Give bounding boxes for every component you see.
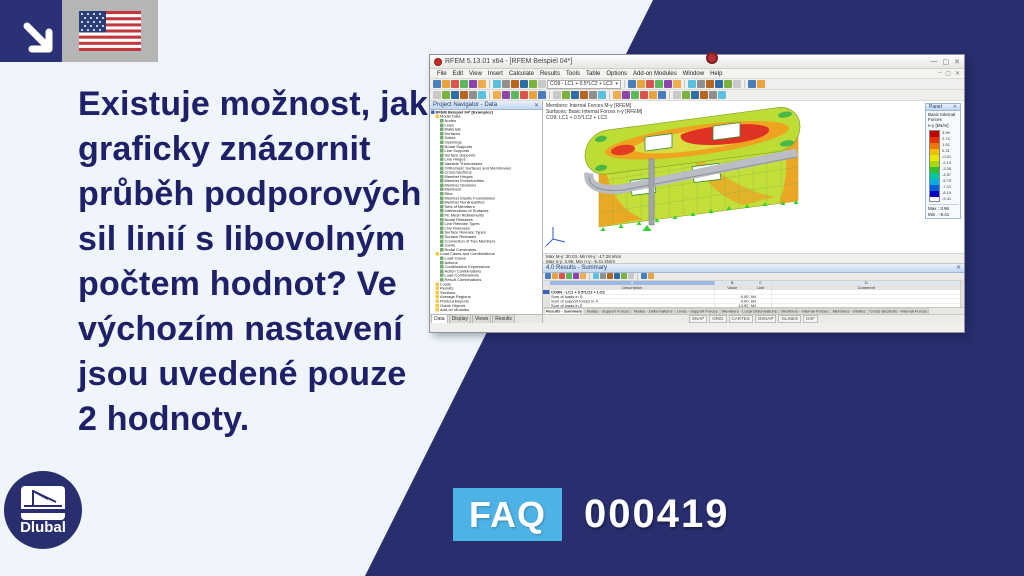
- tree-item[interactable]: Intersections of Surfaces: [430, 209, 542, 213]
- group-row-cell[interactable]: CO9N - LC1 + 0.5*LC2 + LC3: [550, 290, 715, 294]
- tree-item[interactable]: Model Data: [430, 114, 542, 118]
- table-tab[interactable]: Nodes - Deformations: [633, 309, 673, 314]
- tree-item[interactable]: Member Elastic Foundations: [430, 196, 542, 200]
- toolbar-icon[interactable]: [658, 91, 666, 99]
- toolbar-icon[interactable]: [573, 273, 579, 279]
- tree-node-icon: [440, 192, 444, 196]
- toolbar-icon[interactable]: [628, 80, 636, 88]
- menu-item[interactable]: Add-on Modules: [633, 70, 677, 77]
- table-tab[interactable]: Members - Strains: [832, 309, 866, 314]
- table-tab[interactable]: Results - Summary: [546, 309, 583, 314]
- toolbar-icon[interactable]: [552, 273, 558, 279]
- tree-item[interactable]: Result Combinations: [430, 278, 542, 282]
- menu-item[interactable]: Help: [710, 70, 723, 77]
- table-row-cell[interactable]: kN: [750, 299, 772, 303]
- toolbar-icon[interactable]: [589, 91, 597, 99]
- toolbar-icon[interactable]: [648, 273, 654, 279]
- tree-node-icon: [440, 153, 444, 157]
- tree-item[interactable]: Add-on Modules: [430, 308, 542, 312]
- toolbar-icon[interactable]: [580, 273, 586, 279]
- column-letter[interactable]: [543, 281, 550, 285]
- mdi-close-button[interactable]: ✕: [954, 71, 960, 77]
- toolbar-icon[interactable]: [571, 91, 579, 99]
- q-line: jsou uvedené pouze: [78, 355, 407, 393]
- toolbar-icon[interactable]: [493, 91, 501, 99]
- tree-item[interactable]: Actions: [430, 260, 542, 264]
- tree-node-icon: [440, 235, 444, 239]
- tree-node-icon: [440, 205, 444, 209]
- tree-node-icon: [440, 162, 444, 166]
- folder-icon: [436, 282, 440, 286]
- toolbar-icon[interactable]: [640, 91, 648, 99]
- statusbar-toggle-dxf[interactable]: DXF: [803, 315, 818, 323]
- toolbar-icon[interactable]: [545, 273, 551, 279]
- rfem-app-icon: [434, 58, 442, 66]
- toolbar-icon[interactable]: [757, 80, 765, 88]
- toolbar-icon[interactable]: [664, 80, 672, 88]
- legend-value: 0.31: [942, 148, 950, 153]
- column-header[interactable]: Comment: [772, 285, 961, 289]
- group-row-cell[interactable]: [543, 290, 550, 294]
- column-letter[interactable]: C: [750, 281, 772, 285]
- menu-item[interactable]: Window: [682, 70, 705, 77]
- table-row-cell[interactable]: [772, 299, 961, 303]
- legend-band: [930, 191, 939, 197]
- table-row-cell[interactable]: Sum of support forces in X: [550, 299, 715, 303]
- tree-node-icon: [440, 239, 444, 243]
- load-case-combo[interactable]: CO9 - LC1 + 0.5*LC2 + LC3 ▾: [547, 80, 621, 89]
- rfem-titlebar[interactable]: [430, 55, 964, 69]
- minimize-button[interactable]: —: [930, 57, 938, 65]
- model-3d-view: [543, 101, 961, 254]
- toolbar-icon[interactable]: [691, 91, 699, 99]
- column-header[interactable]: [543, 285, 550, 289]
- navigator-close-icon[interactable]: ✕: [533, 102, 539, 109]
- rfem-menubar: [430, 69, 964, 79]
- toolbar-icon[interactable]: [655, 80, 663, 88]
- legend-subtitle: n-y [kN/m]: [928, 123, 949, 128]
- q-line: sil linií s libovolným: [78, 220, 406, 258]
- tree-node-icon: [440, 128, 444, 132]
- vh-line: Members: Internal Forces M-y [RFEM]: [546, 103, 632, 109]
- toolbar-icon[interactable]: [460, 91, 468, 99]
- toolbar-icon[interactable]: [433, 91, 441, 99]
- legend-value: 3.96: [942, 130, 950, 135]
- menu-item[interactable]: File: [437, 70, 447, 77]
- legend-value: -9.41: [942, 196, 952, 201]
- tree-item[interactable]: Solids: [430, 136, 542, 140]
- toolbar-icon[interactable]: [724, 80, 732, 88]
- rfem-screenshot-window: [430, 55, 964, 332]
- tree-node-icon: [440, 140, 444, 144]
- table-panel-title: 4.0 Results - Summary: [546, 264, 608, 271]
- toolbar-icon[interactable]: [538, 91, 546, 99]
- tree-node-icon: [440, 244, 444, 248]
- toolbar-icon[interactable]: [688, 80, 696, 88]
- view-header: [546, 103, 642, 121]
- rfem-statusbar: [543, 314, 964, 323]
- column-letter[interactable]: A: [550, 281, 715, 285]
- tree-node-icon: [440, 256, 444, 260]
- table-row-cell[interactable]: kN: [750, 294, 772, 298]
- tree-item[interactable]: Action Combinations: [430, 269, 542, 273]
- menu-item[interactable]: Edit: [452, 70, 464, 77]
- q-line: Existuje možnost, jak: [78, 85, 428, 123]
- q-line: počtem hodnot? Ve: [78, 265, 397, 303]
- toolbar-icon[interactable]: [566, 273, 572, 279]
- tree-item[interactable]: FE Mesh Refinements: [430, 213, 542, 217]
- results-grid[interactable]: [543, 281, 961, 308]
- table-scrollbar[interactable]: [960, 281, 964, 308]
- column-header[interactable]: Description: [550, 285, 715, 289]
- tree-item[interactable]: Results: [430, 286, 542, 290]
- tree-item[interactable]: Load Combinations: [430, 273, 542, 277]
- rfem-window-title: RFEM 5.13.01 x64 - [RFEM Beispiel 04*]: [445, 58, 573, 65]
- tree-node-icon: [440, 175, 444, 179]
- tree-item[interactable]: RFEM Beispiel 04* [Examples]: [430, 110, 542, 114]
- table-tabs: [543, 308, 964, 314]
- navigator-tab-display[interactable]: Display: [449, 314, 471, 323]
- folder-icon: [436, 295, 440, 299]
- toolbar-icon[interactable]: [700, 91, 708, 99]
- toolbar-icon[interactable]: [600, 273, 606, 279]
- toolbar-icon[interactable]: [433, 80, 441, 88]
- legend-value: -3.35: [942, 166, 952, 171]
- tree-node-icon: [440, 171, 444, 175]
- toolbar-icon[interactable]: [460, 80, 468, 88]
- legend-value: -0.91: [942, 154, 952, 159]
- folder-icon: [436, 115, 440, 119]
- legend-color-scale: [929, 130, 940, 202]
- toolbar-icon[interactable]: [628, 273, 634, 279]
- table-tab[interactable]: Lines - Support Forces: [677, 309, 718, 314]
- toolbar-icon[interactable]: [469, 91, 477, 99]
- tree-node-icon: [440, 222, 444, 226]
- table-close-icon[interactable]: ✕: [955, 265, 961, 271]
- toolbar-icon[interactable]: [622, 91, 630, 99]
- tree-node-icon: [440, 218, 444, 222]
- tree-node-icon: [440, 261, 444, 265]
- navigator-title: Project Navigator - Data: [433, 102, 498, 108]
- statusbar-toggle-glines[interactable]: GLINES: [778, 315, 801, 323]
- table-row-cell[interactable]: [772, 294, 961, 298]
- toolbar-icon[interactable]: [641, 273, 647, 279]
- toolbar-icon[interactable]: [529, 91, 537, 99]
- maximize-button[interactable]: ▢: [942, 58, 950, 66]
- group-row-cell[interactable]: [750, 290, 772, 294]
- folder-icon: [436, 299, 440, 303]
- toolbar-icon[interactable]: [709, 91, 717, 99]
- tree-node-icon: [440, 214, 444, 218]
- toolbar-icon[interactable]: [621, 273, 627, 279]
- tree-node-icon: [440, 188, 444, 192]
- toolbar-icon[interactable]: [493, 80, 501, 88]
- tree-item[interactable]: Lines: [430, 123, 542, 127]
- tree-item[interactable]: Line Hinges: [430, 157, 542, 161]
- tree-item[interactable]: Member Nonlinearities: [430, 200, 542, 204]
- column-letter[interactable]: D: [772, 281, 961, 285]
- arrow-down-right-icon: [0, 0, 62, 62]
- tree-node-icon: [440, 269, 444, 273]
- vh-line: Surfaces: Basic Internal Forces n-y [RFEM]: [546, 109, 643, 115]
- toolbar-icon[interactable]: [607, 273, 613, 279]
- table-row-cell[interactable]: 0.00: [715, 299, 750, 303]
- navigator-tab-views[interactable]: Views: [472, 314, 491, 323]
- tree-item[interactable]: Nodal Supports: [430, 144, 542, 148]
- toolbar-icon[interactable]: [538, 80, 546, 88]
- tree-node-icon: [440, 132, 444, 136]
- results-table-panel: [543, 264, 964, 315]
- tree-node-icon: [431, 110, 435, 114]
- faq-question: [78, 82, 458, 442]
- close-button[interactable]: ✕: [954, 58, 960, 66]
- toolbar-icon[interactable]: [520, 80, 528, 88]
- tree-node-icon: [440, 136, 444, 140]
- toolbar-icon[interactable]: [598, 91, 606, 99]
- q-line: výchozím nastavení: [78, 310, 403, 348]
- tree-item[interactable]: Orthotropic Surfaces and Membranes: [430, 166, 542, 170]
- tree-item[interactable]: Load Cases and Combinations: [430, 252, 542, 256]
- toolbar-icon[interactable]: [511, 80, 519, 88]
- q-line: průběh podporových: [78, 175, 422, 213]
- tree-node-icon: [440, 226, 444, 230]
- column-header[interactable]: Unit: [750, 285, 772, 289]
- tree-item[interactable]: Connection of Two Members: [430, 239, 542, 243]
- corner-arrow-box[interactable]: [0, 0, 62, 62]
- toolbar-icon[interactable]: [718, 91, 726, 99]
- tree-node-icon: [440, 196, 444, 200]
- statusbar-toggle-osnap[interactable]: OSNAP: [755, 315, 777, 323]
- menu-item[interactable]: Calculate: [508, 70, 534, 77]
- tree-node-icon: [440, 149, 444, 153]
- q-line: 2 hodnoty.: [78, 400, 250, 438]
- table-row-cell[interactable]: 0.00: [715, 294, 750, 298]
- tree-item[interactable]: Surface Releases: [430, 235, 542, 239]
- toolbar-icon[interactable]: [442, 80, 450, 88]
- menu-item[interactable]: Options: [606, 70, 628, 77]
- sl: Max M-y: 20.03, Min M-y: -17.28 kNm: [546, 253, 622, 259]
- tree-item[interactable]: Variable Thicknesses: [430, 162, 542, 166]
- menu-item[interactable]: View: [469, 70, 482, 77]
- language-flag-box[interactable]: [62, 0, 158, 62]
- folder-icon: [436, 291, 440, 295]
- table-tab[interactable]: Cross-Sections - Internal Forces: [869, 309, 928, 314]
- tree-item[interactable]: Member Eccentricities: [430, 179, 542, 183]
- record-dot-icon: [706, 52, 718, 64]
- toolbar-icon[interactable]: [553, 91, 561, 99]
- toolbar-icon[interactable]: [520, 91, 528, 99]
- toolbar-icon[interactable]: [478, 80, 486, 88]
- tree-item[interactable]: Member Divisions: [430, 183, 542, 187]
- legend-value: -7.01: [942, 184, 952, 189]
- toolbar-icon[interactable]: [697, 80, 705, 88]
- toolbar-icon[interactable]: [733, 80, 741, 88]
- dlubal-logo[interactable]: [4, 471, 82, 549]
- legend-panel-title: Panel: [929, 104, 942, 110]
- tree-node-icon: [440, 158, 444, 162]
- tree-item[interactable]: Nodal Releases: [430, 217, 542, 221]
- group-row-cell[interactable]: [772, 290, 961, 294]
- toolbar-icon[interactable]: [673, 91, 681, 99]
- tree-item[interactable]: Nodes: [430, 119, 542, 123]
- folder-icon: [436, 252, 440, 256]
- tree-node-icon: [440, 231, 444, 235]
- table-row-cell[interactable]: [543, 299, 550, 303]
- toolbar-icon[interactable]: [613, 91, 621, 99]
- statusbar-toggle-grid[interactable]: GRID: [709, 315, 726, 323]
- tree-node-icon: [440, 209, 444, 213]
- tree-item[interactable]: Guide Objects: [430, 303, 542, 307]
- toolbar-icon[interactable]: [614, 273, 620, 279]
- us-flag-icon: [79, 11, 141, 51]
- tree-item[interactable]: Line Releases: [430, 226, 542, 230]
- menu-item[interactable]: Results: [539, 70, 560, 77]
- navigator-tab-data[interactable]: Data: [431, 314, 448, 323]
- toolbar-icon[interactable]: [748, 80, 756, 88]
- tree-item[interactable]: Joints: [430, 243, 542, 247]
- toolbar-icon[interactable]: [451, 91, 459, 99]
- dlubal-bridge-icon: [20, 485, 66, 521]
- menu-item[interactable]: Insert: [487, 70, 503, 77]
- legend-max: Max : 3.96: [928, 206, 950, 211]
- group-row-cell[interactable]: [715, 290, 750, 294]
- tree-item[interactable]: Cross-Sections: [430, 170, 542, 174]
- dlubal-brand-text: Dlubal: [20, 518, 66, 536]
- sl: Max n-y: 3.96, Min n-y: -9.41 kN/m: [546, 258, 616, 264]
- table-row-cell[interactable]: kN: [750, 303, 772, 307]
- tree-item[interactable]: Materials: [430, 127, 542, 131]
- column-letter[interactable]: B: [715, 281, 750, 285]
- toolbar-icon[interactable]: [631, 91, 639, 99]
- chevron-down-icon: ▾: [615, 81, 619, 87]
- tree-item[interactable]: Printout Reports: [430, 299, 542, 303]
- vh-line: CO9: LC1 + 0.5*LC2 + LC3: [546, 115, 607, 121]
- mdi-minimize-button[interactable]: –: [937, 70, 942, 76]
- legend-value: -4.57: [942, 172, 952, 177]
- navigator-tabs: [430, 314, 542, 323]
- faq-number: 000419: [584, 492, 730, 536]
- folder-icon: [436, 287, 440, 291]
- table-row-cell[interactable]: Sum of loads in X: [550, 294, 715, 298]
- tree-node-icon: [440, 265, 444, 269]
- legend-close-icon[interactable]: ✕: [952, 104, 957, 110]
- toolbar-icon[interactable]: [646, 80, 654, 88]
- navigator-tree: [430, 110, 542, 312]
- toolbar-icon[interactable]: [593, 273, 599, 279]
- q-line: graficky znázornit: [78, 130, 371, 168]
- tree-item[interactable]: Ribs: [430, 192, 542, 196]
- toolbar-icon[interactable]: [715, 80, 723, 88]
- tree-node-icon: [440, 123, 444, 127]
- legend-value: 1.52: [942, 142, 950, 147]
- project-navigator-panel: [430, 101, 543, 323]
- legend-value: -2.13: [942, 160, 952, 165]
- table-tab[interactable]: Nodes - Support Forces: [586, 309, 630, 314]
- toolbar-icon[interactable]: [649, 91, 657, 99]
- column-header[interactable]: Value: [715, 285, 750, 289]
- rfem-toolbar-2: [430, 90, 964, 101]
- toolbar-icon[interactable]: [559, 273, 565, 279]
- tree-node-icon: [440, 119, 444, 123]
- toolbar-icon[interactable]: [469, 80, 477, 88]
- toolbar-icon[interactable]: [682, 91, 690, 99]
- mdi-restore-button[interactable]: ▢: [945, 71, 951, 77]
- tree-node-icon: [440, 274, 444, 278]
- toolbar-icon[interactable]: [580, 91, 588, 99]
- table-toolbar: [543, 273, 964, 281]
- menu-item[interactable]: Tools: [565, 70, 580, 77]
- tree-item[interactable]: Surfaces: [430, 131, 542, 135]
- toolbar-icon[interactable]: [478, 91, 486, 99]
- tree-item[interactable]: Line Release Types: [430, 222, 542, 226]
- navigator-tab-results[interactable]: Results: [492, 314, 515, 323]
- folder-icon: [436, 304, 440, 308]
- table-tab[interactable]: Members - Local Deformations: [722, 309, 777, 314]
- statusbar-toggle-snap[interactable]: SNAP: [689, 315, 707, 323]
- tree-item[interactable]: Surface Supports: [430, 153, 542, 157]
- toolbar-icon[interactable]: [502, 91, 510, 99]
- rfem-toolbar-1: [430, 79, 964, 90]
- tree-item[interactable]: Line Supports: [430, 149, 542, 153]
- toolbar-icon[interactable]: [562, 91, 570, 99]
- toolbar-icon[interactable]: [529, 80, 537, 88]
- legend-value: -5.79: [942, 178, 952, 183]
- toolbar-icon[interactable]: [502, 80, 510, 88]
- tree-node-icon: [440, 145, 444, 149]
- legend-value: 2.74: [942, 136, 950, 141]
- statusbar-toggle-cartes[interactable]: CARTES: [729, 315, 753, 323]
- tree-item[interactable]: Openings: [430, 140, 542, 144]
- model-canvas[interactable]: [543, 101, 964, 254]
- table-tab[interactable]: Members - Internal Forces: [781, 309, 829, 314]
- tree-item[interactable]: Combination Expressions: [430, 265, 542, 269]
- tree-item[interactable]: Sections: [430, 290, 542, 294]
- table-row-cell[interactable]: 13.92: [715, 303, 750, 307]
- tree-node-icon: [440, 166, 444, 170]
- faq-chip: FAQ: [453, 488, 562, 541]
- toolbar-icon[interactable]: [451, 80, 459, 88]
- tree-item[interactable]: Member Hinges: [430, 174, 542, 178]
- results-legend-panel: [925, 103, 961, 219]
- toolbar-icon[interactable]: [511, 91, 519, 99]
- legend-min: Min : -9.41: [928, 211, 950, 217]
- toolbar-icon[interactable]: [673, 80, 681, 88]
- tree-node-icon: [440, 179, 444, 183]
- table-row-cell[interactable]: Sum of loads in Z: [550, 303, 715, 307]
- folder-icon: [436, 308, 440, 312]
- legend-value: -8.19: [942, 190, 952, 195]
- menu-item[interactable]: Table: [585, 70, 601, 77]
- toolbar-icon[interactable]: [706, 80, 714, 88]
- tree-item[interactable]: Members: [430, 187, 542, 191]
- tree-item[interactable]: Nodal Constraints: [430, 248, 542, 252]
- tree-item[interactable]: Surface Release Types: [430, 230, 542, 234]
- result-extremes: [543, 254, 964, 264]
- tree-item[interactable]: Load Cases: [430, 256, 542, 260]
- tree-node-icon: [440, 183, 444, 187]
- tree-item[interactable]: Loads: [430, 282, 542, 286]
- tree-node-icon: [440, 201, 444, 205]
- tree-item[interactable]: Average Regions: [430, 295, 542, 299]
- toolbar-icon[interactable]: [442, 91, 450, 99]
- tree-item[interactable]: Sets of Members: [430, 205, 542, 209]
- toolbar-icon[interactable]: [637, 80, 645, 88]
- legend-title: Basic Internal Forces: [928, 112, 956, 122]
- table-row-cell[interactable]: [543, 294, 550, 298]
